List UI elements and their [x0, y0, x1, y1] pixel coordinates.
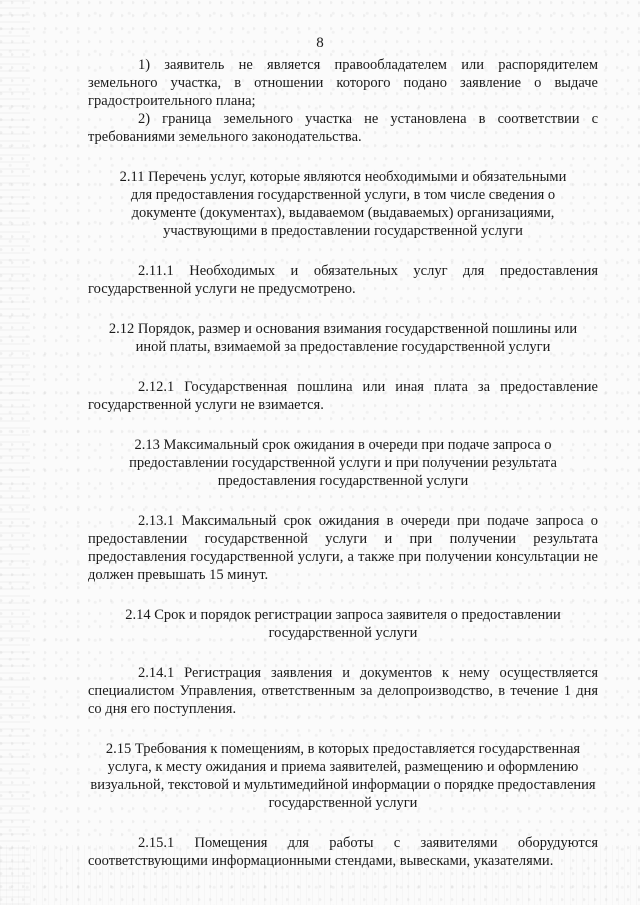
paragraph-2-11-1: 2.11.1 Необходимых и обязательных услуг для предоставления государственной услуги не предусмотрено.: [88, 263, 598, 297]
paragraph-2-15-1: 2.15.1 Помещения для работы с заявителями оборудуются соответствующими информационными стендами, вывесками, указателями.: [88, 835, 598, 869]
paragraph-2-13-1: 2.13.1 Максимальный срок ожидания в очереди при подаче запроса о предоставлении государственной услуги и при получении результата предоставления государственной услуги, а также при получении консультации не должен превышать 15 минут.: [88, 513, 598, 583]
paragraph-2-14-1: 2.14.1 Регистрация заявления и документов к нему осуществляется специалистом Управления, ответственным за делопроизводство, в течение 1 дня со дня его поступления.: [88, 665, 598, 717]
section-heading-2-12: 2.12 Порядок, размер и основания взимания государственной пошлины или иной платы, взимаемой за предоставление государственной услуги: [108, 321, 578, 355]
list-item-1: 1) заявитель не является правообладателем или распорядителем земельного участка, в отношении которого подано заявление о выдаче градостроительного плана;: [88, 57, 598, 109]
section-heading-2-13: 2.13 Максимальный срок ожидания в очереди при подаче запроса о предоставлении государственной услуги и при получении результата предоставления государственной услуги: [129, 437, 557, 489]
scan-noise-left: [0, 0, 30, 905]
list-item-2: 2) граница земельного участка не установлена в соответствии с требованиями земельного законодательства.: [88, 111, 598, 145]
document-body: [88, 56, 598, 870]
page-number: 8: [316, 35, 324, 51]
section-heading-2-14: 2.14 Срок и порядок регистрации запроса заявителя о предоставлении государственной услуги: [125, 607, 561, 641]
section-heading-2-11: 2.11 Перечень услуг, которые являются необходимыми и обязательными для предоставления государственной услуги, в том числе сведения о документе (документах), выдаваемом (выдаваемых) организациями, участвующими в предоставлении государственной услуги: [119, 169, 567, 239]
section-heading-2-15: 2.15 Требования к помещениям, в которых предоставляется государственная услуга, к месту ожидания и приема заявителей, размещению и оформлению визуальной, текстовой и мультимедийной информации о порядке предоставления государственной услуги: [90, 741, 596, 811]
paragraph-2-12-1: 2.12.1 Государственная пошлина или иная плата за предоставление государственной услуги не взимается.: [88, 379, 598, 413]
